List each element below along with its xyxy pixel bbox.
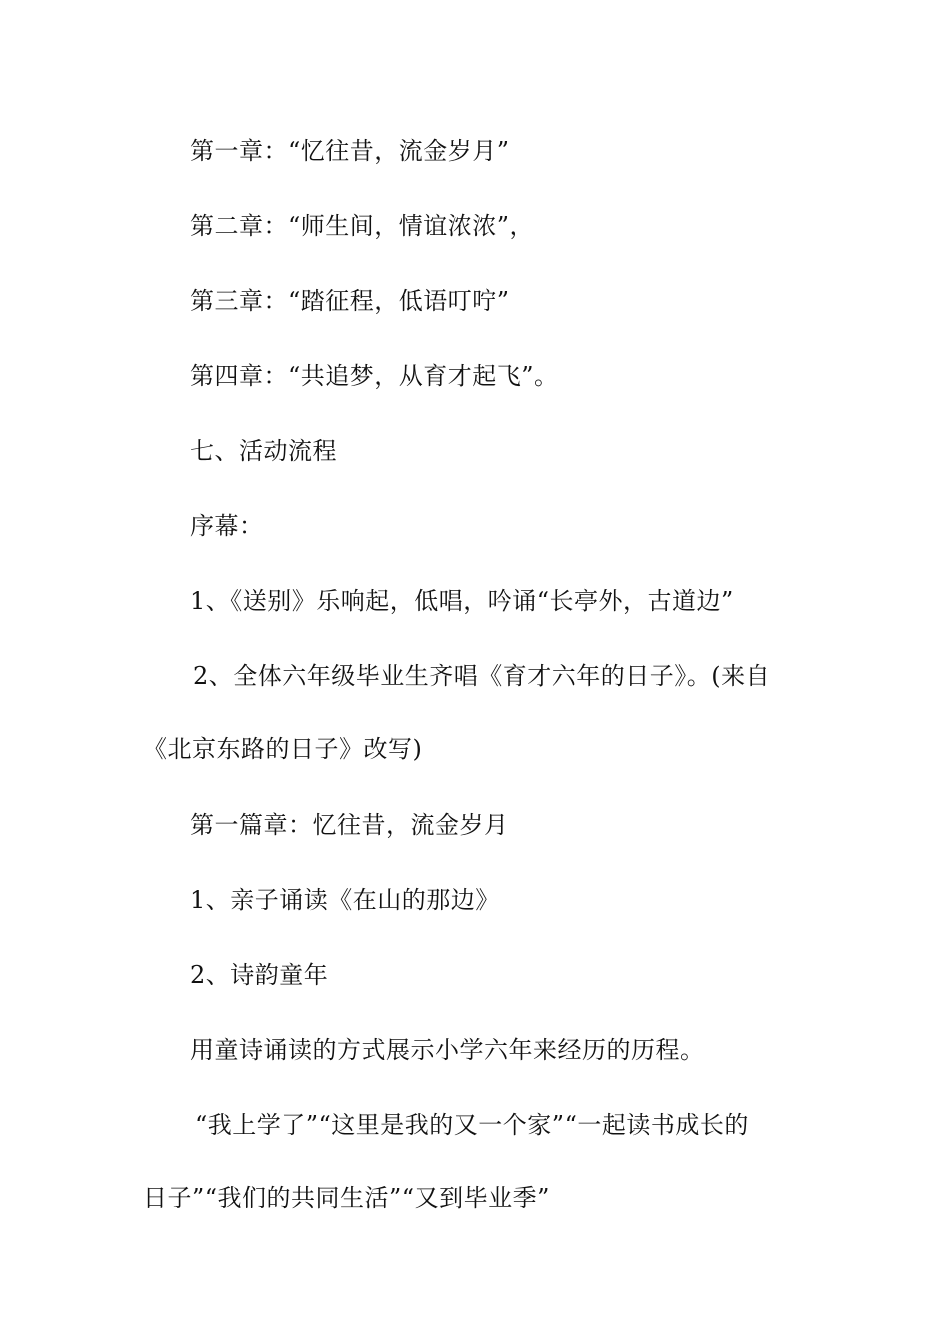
chapter-one-item-1: 1、亲子诵读《在山的那边》 [190,886,500,914]
chapter-1-line: 第一章：“忆往昔，流金岁月” [190,137,510,165]
chapter-4-line: 第四章：“共追梦，从育才起飞”。 [190,362,559,390]
prelude-item-1: 1、《送别》乐响起，低唱，吟诵“长亭外，古道边” [190,587,734,615]
chapter-one-description: 用童诗诵读的方式展示小学六年来经历的历程。 [190,1036,705,1064]
section-heading-activity-flow: 七、活动流程 [190,437,337,465]
chapter-2-line: 第二章：“师生间，情谊浓浓”， [190,212,535,240]
prelude-heading: 序幕： [190,512,264,540]
chapter-one-heading: 第一篇章：忆往昔，流金岁月 [190,811,509,839]
chapter-3-line: 第三章：“踏征程，低语叮咛” [190,287,510,315]
quote-titles-line-1: “我上学了”“这里是我的又一个家”“一起读书成长的 [195,1111,749,1139]
prelude-item-2: 2、全体六年级毕业生齐唱《育才六年的日子》。(来自 [193,662,771,690]
chapter-one-item-2: 2、诗韵童年 [190,961,329,989]
prelude-item-2-continued: 《北京东路的日子》改写) [143,735,423,763]
quote-titles-line-2: 日子”“我们的共同生活”“又到毕业季” [143,1184,550,1212]
